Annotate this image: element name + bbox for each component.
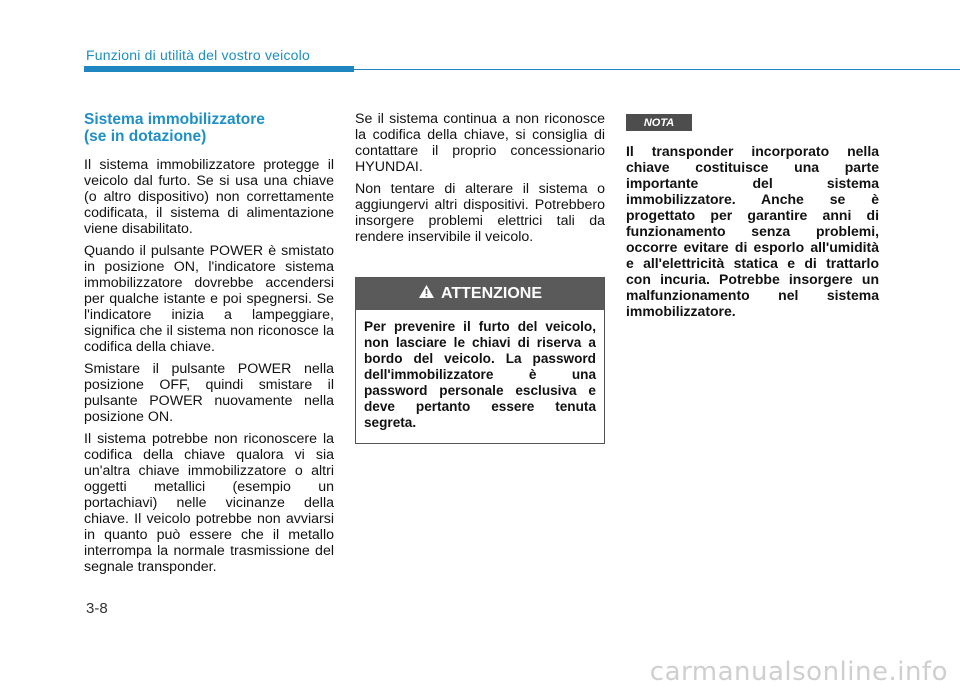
paragraph: Il sistema immobilizzatore protegge il veicolo dal furto. Se si usa una chiave (o altro dispositivo) non correttamente codificata, il sistema di alimentazione viene disabilitato. bbox=[84, 157, 334, 237]
column-2 bbox=[355, 111, 605, 251]
warning-box bbox=[355, 277, 605, 444]
header-title: Funzioni di utilità del vostro veicolo bbox=[86, 47, 310, 63]
watermark: carmanualsonline.info bbox=[649, 657, 948, 687]
paragraph: Se il sistema continua a non riconosce la codifica della chiave, si consiglia di contattare il proprio concessionario HYUNDAI. bbox=[355, 111, 605, 175]
warning-header bbox=[356, 278, 604, 310]
header-accent-bar bbox=[84, 66, 354, 72]
section-heading bbox=[84, 111, 334, 145]
heading-line-2: (se in dotazione) bbox=[84, 128, 207, 145]
nota-badge: NOTA bbox=[626, 114, 692, 131]
warning-triangle-icon bbox=[418, 284, 435, 304]
column-1 bbox=[84, 111, 334, 581]
warning-text: Per prevenire il furto del veicolo, non lasciare le chiavi di riserva a bordo del veicolo. La password dell'immobilizzatore è una password personale esclusiva e deve pertanto essere tenuta segreta. bbox=[364, 319, 596, 430]
paragraph: Quando il pulsante POWER è smistato in posizione ON, l'indicatore sistema immobilizzatore dovrebbe accendersi per qualche istante e poi spegnersi. Se l'indicatore inizia a lampeggiare, significa che il sistema non riconosce la codifica della chiave. bbox=[84, 243, 334, 355]
paragraph: Smistare il pulsante POWER nella posizione OFF, quindi smistare il pulsante POWER nuovamente nella posizione ON. bbox=[84, 361, 334, 425]
paragraph: Il sistema potrebbe non riconoscere la codifica della chiave qualora vi sia un'altra chiave immobilizzatore o altri oggetti metallici (esempio un portachiavi) nelle vicinanze della chiave. Il veicolo potrebbe non avviarsi in quanto può essere che il metallo interrompa la normale trasmissione del segnale transponder. bbox=[84, 431, 334, 575]
paragraph: Non tentare di alterare il sistema o aggiungervi altri dispositivi. Potrebbero insorgere problemi elettrici tali da rendere inservibile il veicolo. bbox=[355, 181, 605, 245]
page-number: 3-8 bbox=[86, 600, 108, 617]
nota-text: Il transponder incorporato nella chiave costituisce una parte importante del sistema immobilizzatore. Anche se è progettato per garantire anni di funzionamento senza problemi, occorre evitare di esporlo all'umidità e all'elettricità statica e di trattarlo con incuria. Potrebbe insorgere un malfunzionamento nel sistema immobilizzatore. bbox=[626, 143, 879, 319]
heading-line-1: Sistema immobilizzatore bbox=[84, 111, 265, 128]
warning-title: ATTENZIONE bbox=[440, 285, 543, 302]
header-rule bbox=[354, 69, 960, 70]
